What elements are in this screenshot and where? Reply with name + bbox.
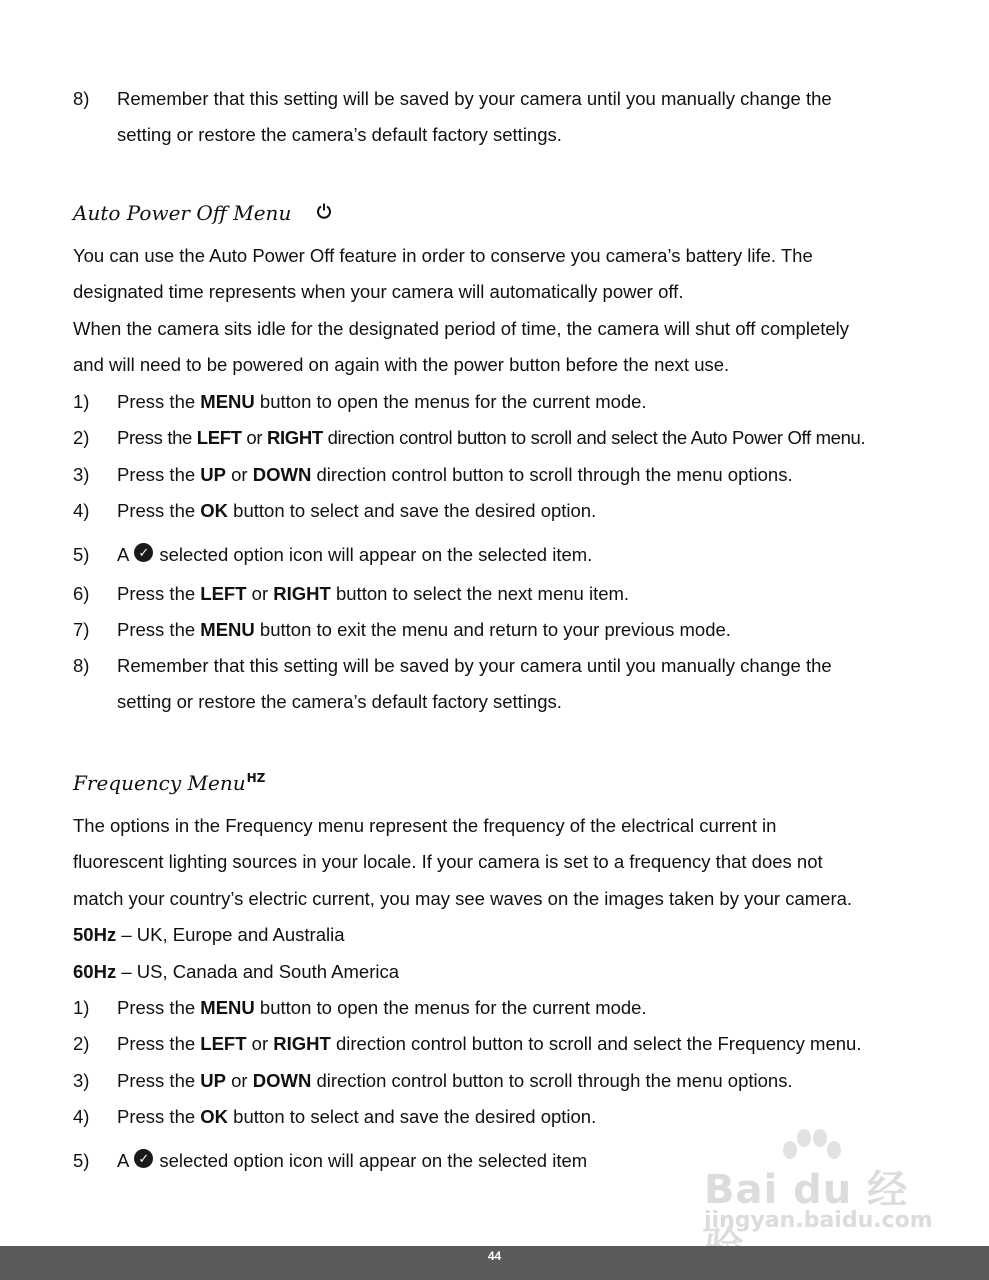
frequency-intro bbox=[73, 808, 953, 990]
step-text: Remember that this setting will be saved by your camera until you manually change the bbox=[117, 88, 832, 109]
baidu-watermark bbox=[700, 1128, 940, 1240]
intro-line: designated time represents when your camera will automatically power off. bbox=[73, 281, 684, 303]
step-number: 5) bbox=[73, 543, 90, 565]
step-text: Remember that this setting will be saved by your camera until you manually change the bbox=[117, 655, 832, 677]
list-item bbox=[73, 648, 953, 720]
step-text: Press the MENU button to open the menus for the current mode. bbox=[117, 997, 647, 1018]
step-number: 7) bbox=[73, 618, 90, 640]
intro-line: fluorescent lighting sources in your locale. If your camera is set to a frequency that does not bbox=[73, 851, 823, 873]
hz-icon: HZ bbox=[246, 771, 266, 785]
option-50hz: 50Hz – UK, Europe and Australia bbox=[73, 924, 345, 946]
auto-power-off-heading bbox=[73, 201, 332, 225]
step-text: Press the LEFT or RIGHT direction control button to scroll and select the Frequency menu. bbox=[117, 1033, 862, 1055]
page-footer bbox=[0, 1246, 989, 1280]
list-item bbox=[73, 384, 953, 420]
intro-line: When the camera sits idle for the designated period of time, the camera will shut off completely bbox=[73, 317, 850, 339]
auto-power-off-intro bbox=[73, 238, 953, 384]
step-text: A ✓ selected option icon will appear on the selected item bbox=[117, 1149, 588, 1171]
frequency-heading bbox=[73, 771, 265, 795]
list-item bbox=[73, 457, 953, 493]
frequency-title: Frequency Menu bbox=[73, 771, 246, 795]
list-item bbox=[73, 990, 953, 1026]
step-number: 8) bbox=[73, 88, 90, 109]
list-item bbox=[73, 1063, 953, 1099]
list-item bbox=[73, 420, 953, 456]
step-text: Press the OK button to select and save the desired option. bbox=[117, 1106, 597, 1128]
check-circle-icon: ✓ bbox=[134, 1149, 153, 1168]
step-text-continued: setting or restore the camera’s default factory settings. bbox=[117, 691, 562, 713]
step-number: 4) bbox=[73, 500, 90, 522]
step-number: 6) bbox=[73, 582, 90, 604]
list-item bbox=[73, 493, 953, 529]
auto-power-off-title: Auto Power Off Menu bbox=[73, 201, 292, 225]
step-number: 4) bbox=[73, 1106, 90, 1128]
auto-power-off-steps bbox=[73, 384, 953, 720]
step-number: 2) bbox=[73, 1033, 90, 1055]
list-item bbox=[73, 1026, 953, 1062]
list-item bbox=[73, 576, 953, 612]
top-step-8 bbox=[73, 81, 953, 145]
step-text: Press the LEFT or RIGHT button to select the next menu item. bbox=[117, 582, 630, 604]
step-number: 3) bbox=[73, 1069, 90, 1091]
list-item bbox=[73, 612, 953, 648]
step-text: Press the LEFT or RIGHT direction control button to scroll and select the Auto Power Off menu. bbox=[117, 427, 866, 449]
step-text: Press the UP or DOWN direction control button to scroll through the menu options. bbox=[117, 1069, 793, 1091]
step-number: 5) bbox=[73, 1149, 90, 1171]
step-text: Press the OK button to select and save the desired option. bbox=[117, 500, 597, 522]
step-text: Press the MENU button to open the menus for the current mode. bbox=[117, 391, 647, 412]
step-text: A ✓ selected option icon will appear on the selected item. bbox=[117, 543, 593, 565]
intro-line: The options in the Frequency menu represent the frequency of the electrical current in bbox=[73, 815, 777, 836]
step-number: 3) bbox=[73, 463, 90, 485]
list-item bbox=[73, 530, 953, 576]
step-text-continued: setting or restore the camera’s default factory settings. bbox=[117, 124, 562, 145]
step-number: 8) bbox=[73, 655, 90, 677]
check-circle-icon: ✓ bbox=[134, 543, 153, 562]
step-number: 2) bbox=[73, 427, 90, 449]
option-60hz: 60Hz – US, Canada and South America bbox=[73, 960, 400, 982]
intro-line: match your country’s electric current, you may see waves on the images taken by your camera. bbox=[73, 887, 853, 909]
watermark-brand: Bai du 经 bbox=[704, 1167, 909, 1213]
step-number: 1) bbox=[73, 997, 90, 1018]
step-text: Press the UP or DOWN direction control button to scroll through the menu options. bbox=[117, 463, 793, 485]
step-number: 1) bbox=[73, 391, 90, 412]
intro-line: You can use the Auto Power Off feature in order to conserve you camera’s battery life. The bbox=[73, 245, 813, 266]
watermark-url: jingyan.baidu.com bbox=[704, 1208, 933, 1233]
power-icon bbox=[316, 203, 332, 219]
intro-line: and will need to be powered on again with the power button before the next use. bbox=[73, 354, 730, 376]
step-text: Press the MENU button to exit the menu and return to your previous mode. bbox=[117, 618, 731, 640]
page-number: 44 bbox=[487, 1249, 502, 1263]
